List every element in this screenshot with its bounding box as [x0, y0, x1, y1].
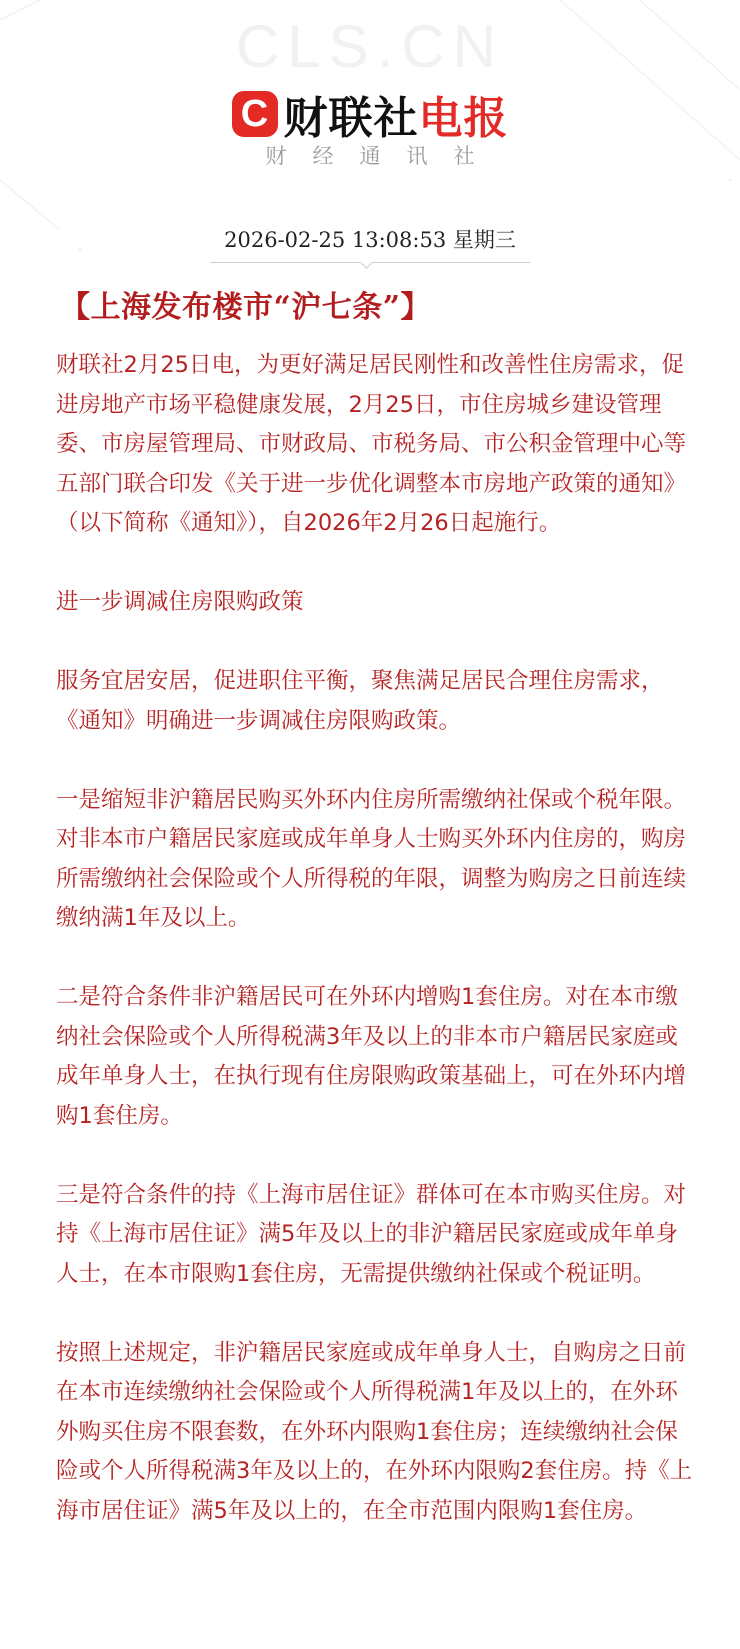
brand-name-red: 电报 — [418, 93, 509, 144]
logo-icon: C — [232, 91, 278, 137]
agency-subtitle: 财经通讯社 — [265, 144, 501, 168]
publish-datetime: 2026-02-25 13:08:53 星期三 — [224, 228, 516, 252]
brand-logo — [0, 82, 740, 146]
paragraph: 服务宜居安居，促进职住平衡，聚焦满足居民合理住房需求，《通知》明确进一步调减住房限购政策。 — [56, 668, 664, 734]
watermark-text: CLS.CN — [235, 13, 505, 80]
article-headline: 【上海发布楼市“沪七条”】 — [60, 290, 432, 325]
section-heading: 进一步调减住房限购政策 — [56, 589, 304, 615]
paragraph: 二是符合条件非沪籍居民可在外环内增购1套住房。对在本市缴纳社会保险或个人所得税满3年及以上的非本市户籍居民家庭或成年单身人士，在执行现有住房限购政策基础上，可在外环内增购1套住房。 — [56, 984, 687, 1129]
paragraph: 按照上述规定，非沪籍居民家庭或成年单身人士，自购房之日前在本市连续缴纳社会保险或个人所得税满1年及以上的，在外环外购买住房不限套数，在外环内限购1套住房；连续缴纳社会保险或个人所得税满3年及以上的，在外环内限购2套住房。持《上海市居住证》满5年及以上的，在全市范围内限购1套住房。 — [56, 1339, 693, 1524]
paragraph: 三是符合条件的持《上海市居住证》群体可在本市购买住房。对持《上海市居住证》满5年及以上的非沪籍居民家庭或成年单身人士，在本市限购1套住房，无需提供缴纳社保或个税证明。 — [56, 1181, 687, 1287]
article-body — [56, 346, 696, 1531]
brand-name-black: 财联社 — [283, 93, 419, 144]
paragraph: 一是缩短非沪籍居民购买外环内住房所需缴纳社保或个税年限。对非本市户籍居民家庭或成年单身人士购买外环内住房的，购房所需缴纳社会保险或个人所得税的年限，调整为购房之日前连续缴纳满1年及以上。 — [56, 786, 687, 931]
paragraph: 财联社2月25日电，为更好满足居民刚性和改善性住房需求，促进房地产市场平稳健康发展，2月25日，市住房城乡建设管理委、市房屋管理局、市财政局、市税务局、市公积金管理中心等五部门联合印发《关于进一步优化调整本市房地产政策的通知》（以下简称《通知》），自2026年2月26日起施行。 — [56, 352, 687, 536]
brand-name — [284, 82, 509, 146]
